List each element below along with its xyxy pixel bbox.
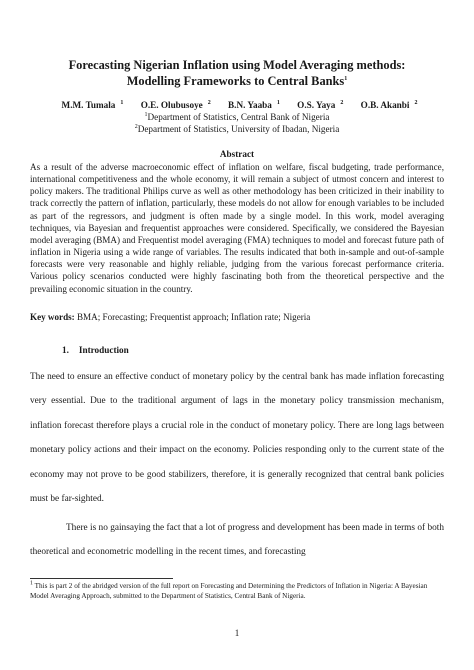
author-affiliation-marker: 1 — [120, 99, 124, 106]
title-line-2-text: Modelling Frameworks to Central Banks — [126, 73, 345, 88]
author-name: M.M. Tumala — [61, 100, 116, 110]
footnote-divider — [30, 578, 173, 579]
abstract-heading: Abstract — [219, 149, 255, 159]
affiliation-1 — [30, 111, 444, 123]
title-line-2 — [30, 74, 444, 90]
abstract-text: As a result of the adverse macroeconomic effect of inflation on welfare, fiscal budgeting, trade performance, international competitiveness and the whole economy, it will remain a subject of utmost concern and interest to policy makers. The traditional Philips curve as well as other methodology has been criticized in their inability to track correctly the pattern of inflation, particularly, these models do not allow for enough variables to be included as part of the regressors, and judgment is often made by a single model. In this work, model averaging techniques, via Bayesian and frequentist approaches were considered. Specifically, we considered the Bayesian model averaging (BMA) and Frequentist model averaging (FMA) techniques to model and forecast future path of inflation in Nigeria using a wide range of variables. The results indicated that both in-sample and out-of-sample forecasts were very reasonable and highly reliable, judging from the various forecast performance criteria. Various policy scenarios conducted were highly fascinating both from the theoretical perspective and the prevailing economic situation in the country. — [30, 162, 444, 294]
author-name: O.B. Akanbi — [360, 100, 410, 110]
author — [136, 100, 211, 110]
footnote-text: This is part 2 of the abridged version of the full report on Forecasting and Determining the Predictors of Inflation in Nigeria: A Bayesian Model Averaging Approach, submitted to the Department of Statistics, Central Bank of Nigeria. — [30, 582, 428, 600]
author — [57, 100, 124, 110]
affiliation-marker: 1 — [144, 111, 148, 118]
author-name: O.S. Yaya — [297, 100, 336, 110]
author-name: O.E. Olubusoye — [140, 100, 203, 110]
author — [292, 100, 343, 110]
author — [356, 100, 418, 110]
affiliation-marker: 2 — [134, 123, 138, 130]
body-paragraph-1: The need to ensure an effective conduct of monetary policy by the central bank has made inflation forecasting very essential. Due to the traditional argument of lags in the monetary policy transmission mechanism, inflation forecast therefore plays a crucial role in the conduct of monetary policy. There are long lags between monetary policy actions and their impact on the economy. Policies responding only to the current state of the economy may not prove to be good stabilizers, therefore, it is generally recognized that central bank policies must be far-sighted. — [30, 372, 444, 505]
author-affiliation-marker: 2 — [414, 99, 418, 106]
author-name: B.N. Yaaba — [228, 100, 272, 110]
footnote-marker: 1 — [30, 580, 33, 587]
author-list — [30, 99, 444, 111]
keywords-label: Key words: — [30, 312, 75, 322]
paper-title — [30, 58, 444, 89]
keywords — [30, 311, 444, 323]
footnote — [30, 582, 444, 601]
affiliation-text: Department of Statistics, University of Ibadan, Nigeria — [137, 124, 340, 134]
keywords-text: BMA; Forecasting; Frequentist approach; Inflation rate; Nigeria — [74, 312, 311, 322]
title-footnote-marker: 1 — [344, 75, 348, 82]
author-affiliation-marker: 2 — [340, 99, 344, 106]
section-number: 1. — [62, 345, 69, 355]
author-affiliation-marker: 1 — [276, 99, 280, 106]
title-line-1: Forecasting Nigerian Inflation using Model Averaging methods: — [68, 58, 406, 72]
section-heading — [62, 345, 129, 355]
author — [223, 100, 280, 110]
page-number: 1 — [234, 628, 240, 638]
affiliation-text: Department of Statistics, Central Bank of Nigeria — [147, 112, 330, 122]
body-paragraph-2: There is no gainsaying the fact that a lot of progress and development has been made in terms of both theoretical and econometric modelling in the recent times, and forecasting — [30, 523, 444, 558]
author-affiliation-marker: 2 — [207, 99, 211, 106]
affiliation-2 — [30, 123, 444, 135]
section-title: Introduction — [78, 345, 129, 355]
